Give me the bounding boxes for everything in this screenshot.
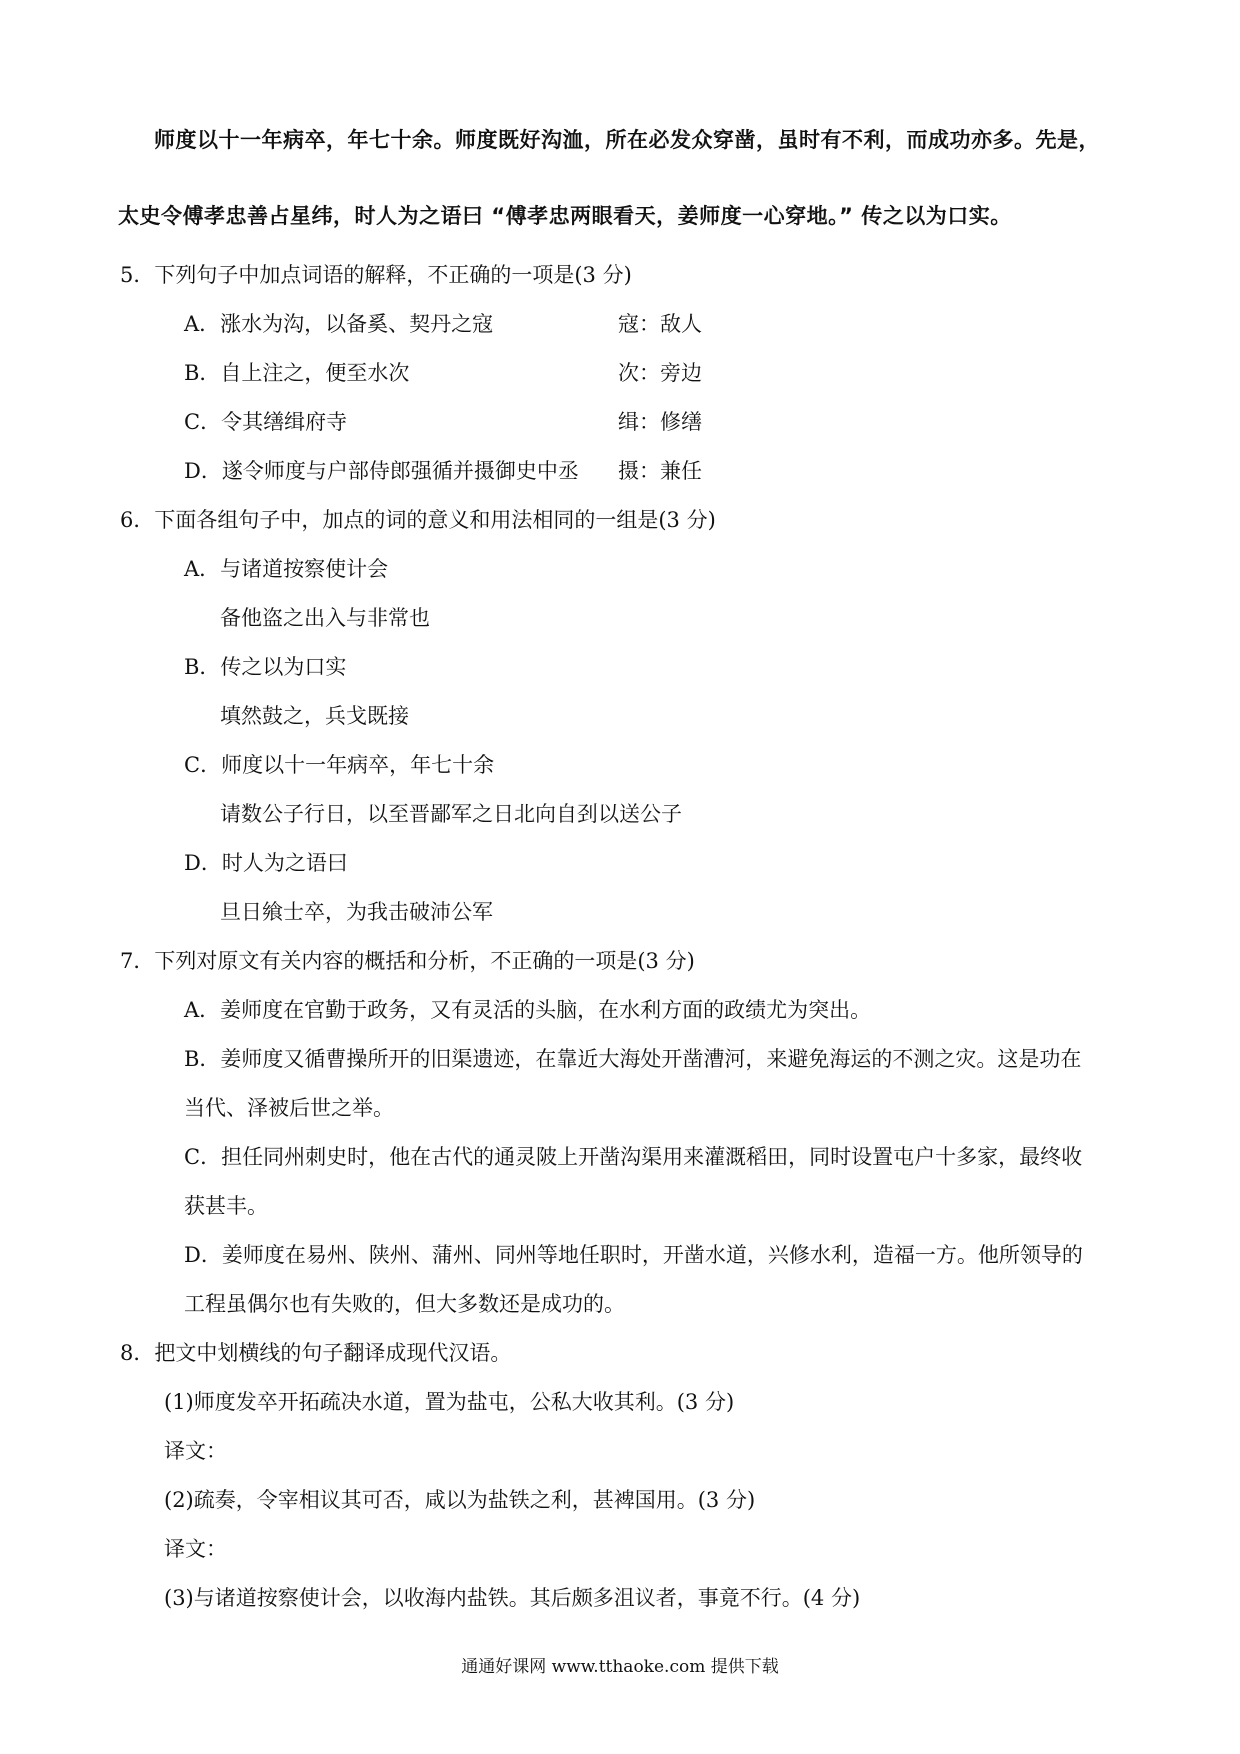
q7-option-a: A．姜师度在官勤于政务，又有灵活的头脑，在水利方面的政绩尤为突出。	[184, 998, 872, 1022]
q6-option-c-pair: 请数公子行日，以至晋鄙军之日北向自刭以送公子	[220, 802, 682, 826]
q5-option-c-gloss: 缉：修缮	[618, 410, 702, 434]
q8-sentence-2: (2)疏奏，令宰相议其可否，咸以为盐铁之利，甚裨国用。(3 分)	[164, 1488, 756, 1512]
q6-option-b-pair: 填然鼓之，兵戈既接	[220, 704, 409, 728]
question-5-stem: 5．下列句子中加点词语的解释，不正确的一项是(3 分)	[120, 263, 632, 287]
q7-option-c-line-1: C．担任同州刺史时，他在古代的通灵陂上开凿沟渠用来灌溉稻田，同时设置屯户十多家，最终收	[184, 1145, 1083, 1169]
q6-option-c: C．师度以十一年病卒，年七十余	[184, 753, 495, 777]
q6-option-b: B．传之以为口实	[184, 655, 347, 679]
question-8-stem: 8．把文中划横线的句子翻译成现代汉语。	[120, 1341, 512, 1365]
q5-option-b-gloss: 次：旁边	[618, 361, 702, 385]
q7-option-d-line-1: D．姜师度在易州、陕州、蒲州、同州等地任职时，开凿水道，兴修水利，造福一方。他所领导的	[184, 1243, 1083, 1267]
intro-line-1: 师度以十一年病卒，年七十余。师度既好沟洫，所在必发众穿凿，虽时有不利，而成功亦多。先是，	[154, 128, 1100, 152]
q6-option-d-pair: 旦日飨士卒，为我击破沛公军	[220, 900, 493, 924]
q7-option-d-line-2: 工程虽偶尔也有失败的，但大多数还是成功的。	[184, 1292, 625, 1316]
q5-option-d-gloss: 摄：兼任	[618, 459, 702, 483]
q5-option-c: C．令其缮缉府寺	[184, 410, 348, 434]
q8-translation-label-1: 译文：	[164, 1439, 227, 1463]
q8-sentence-3: (3)与诸道按察使计会，以收海内盐铁。其后颇多沮议者，事竟不行。(4 分)	[164, 1586, 861, 1610]
q6-option-d: D．时人为之语曰	[184, 851, 348, 875]
question-7-stem: 7．下列对原文有关内容的概括和分析，不正确的一项是(3 分)	[120, 949, 695, 973]
q5-option-b: B．自上注之，便至水次	[184, 361, 410, 385]
intro-line-2: 太史令傅孝忠善占星纬，时人为之语曰 “傅孝忠两眼看天，姜师度一心穿地。” 传之以为口实。	[118, 204, 1012, 228]
q5-option-a: A．涨水为沟，以备奚、契丹之寇	[184, 312, 494, 336]
q6-option-a: A．与诸道按察使计会	[184, 557, 389, 581]
q7-option-b-line-1: B．姜师度又循曹操所开的旧渠遗迹，在靠近大海处开凿漕河，来避免海运的不测之灾。这是功在	[184, 1047, 1082, 1071]
q6-option-a-pair: 备他盗之出入与非常也	[220, 606, 430, 630]
q7-option-c-line-2: 获甚丰。	[184, 1194, 268, 1218]
q5-option-a-gloss: 寇：敌人	[618, 312, 702, 336]
q8-translation-label-2: 译文：	[164, 1537, 227, 1561]
q5-option-d: D．遂令师度与户部侍郎强循并摄御史中丞	[184, 459, 579, 483]
q7-option-b-line-2: 当代、泽被后世之举。	[184, 1096, 394, 1120]
q8-sentence-1: (1)师度发卒开拓疏决水道，置为盐屯，公私大收其利。(3 分)	[164, 1390, 735, 1414]
question-6-stem: 6．下面各组句子中，加点的词的意义和用法相同的一组是(3 分)	[120, 508, 716, 532]
page-footer: 通通好课网 www.tthaoke.com 提供下载	[461, 1657, 779, 1677]
